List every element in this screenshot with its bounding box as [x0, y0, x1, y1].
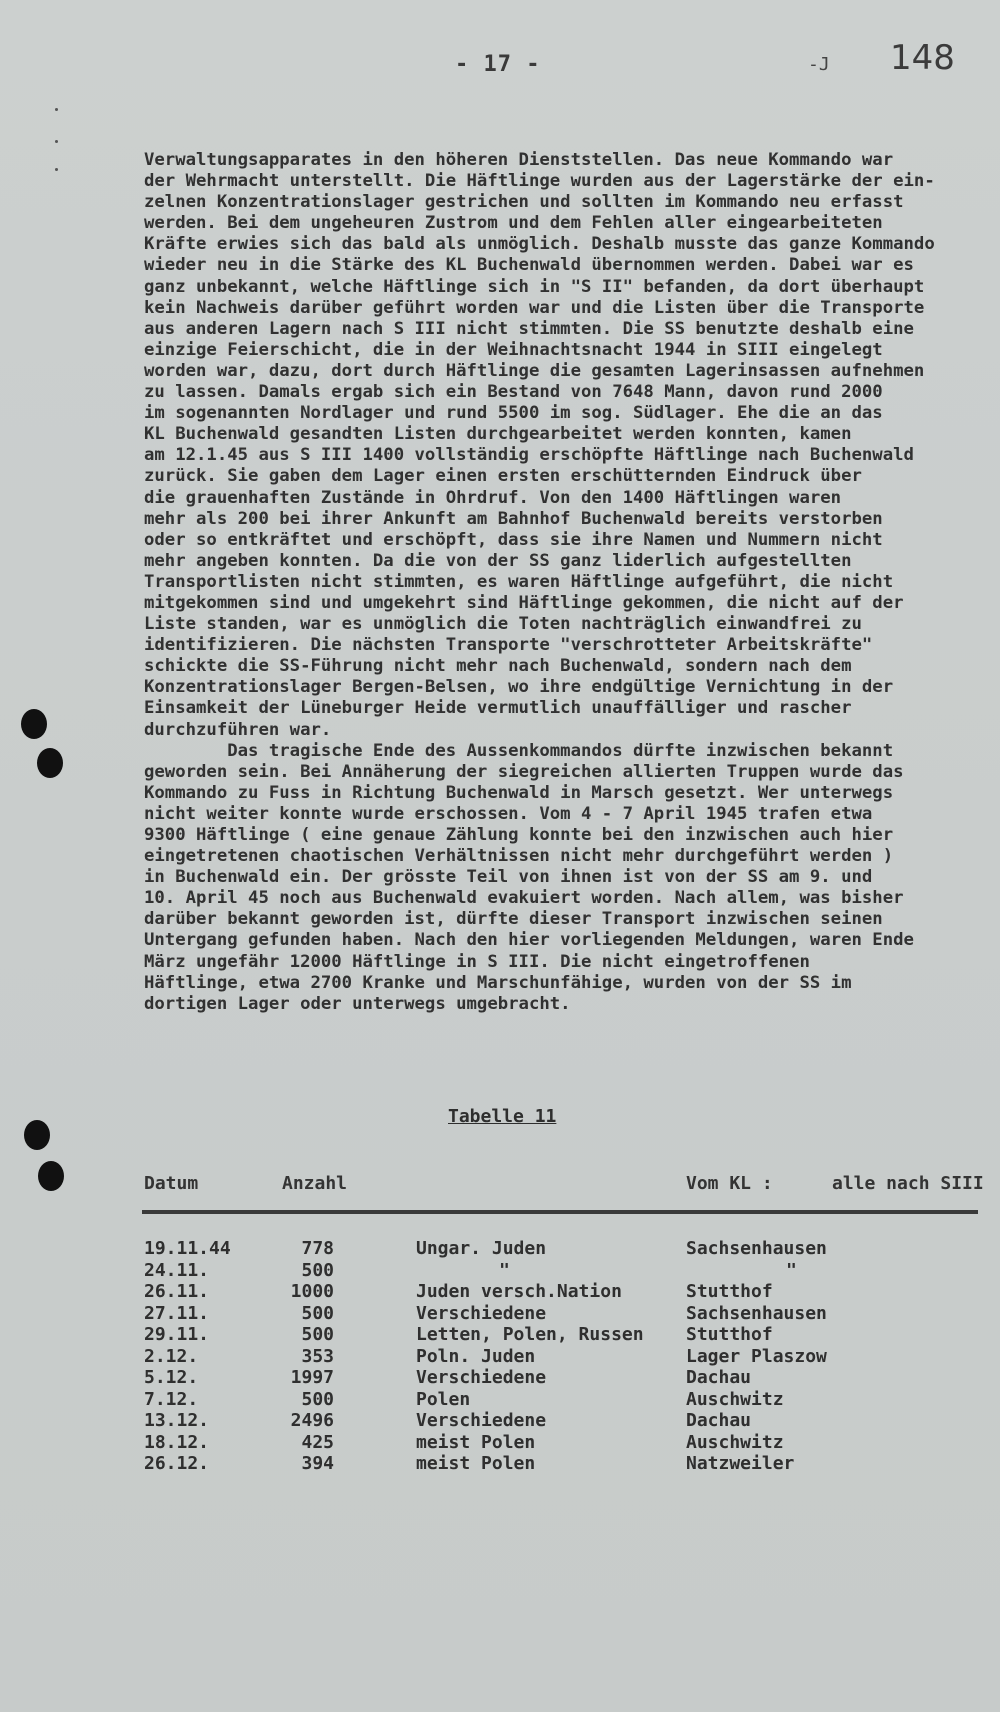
cell-count: 425 — [301, 1431, 334, 1453]
cell-count: 500 — [301, 1388, 334, 1410]
body-line: Kräfte erwies sich das bald als unmöglich. Deshalb musste das ganze Kommando — [144, 234, 935, 255]
body-line: geworden sein. Bei Annäherung der siegreichen allierten Truppen wurde das — [144, 761, 904, 782]
margin-mark — [55, 140, 58, 143]
table-title: Tabelle 11 — [448, 1106, 557, 1127]
table-row — [144, 1281, 984, 1303]
cell-group: Ungar. Juden — [416, 1238, 547, 1259]
column-header-destination: alle nach SIII — [832, 1173, 984, 1194]
cell-count: 1000 — [290, 1281, 334, 1302]
table-row — [144, 1303, 984, 1325]
body-line: am 12.1.45 aus S III 1400 vollständig erschöpfte Häftlinge nach Buchenwald — [144, 445, 914, 466]
margin-mark — [55, 108, 58, 111]
punch-hole-icon — [24, 1120, 50, 1150]
body-line: werden. Bei dem ungeheuren Zustrom und dem Fehlen aller eingearbeiteten — [144, 213, 883, 234]
body-line: Einsamkeit der Lüneburger Heide vermutlich unauffälliger und rascher — [144, 698, 852, 719]
cell-date: 29.11. — [144, 1324, 210, 1345]
body-text — [144, 150, 974, 1015]
cell-date: 5.12. — [144, 1367, 199, 1388]
body-line: Untergang gefunden haben. Nach den hier vorliegenden Meldungen, waren Ende — [144, 930, 914, 951]
cell-camp: Dachau — [686, 1410, 752, 1431]
table-row — [144, 1389, 984, 1411]
body-line: eingetretenen chaotischen Verhältnissen nicht mehr durchgeführt werden ) — [144, 846, 894, 867]
cell-date: 18.12. — [144, 1431, 210, 1453]
body-line: darüber bekannt geworden ist, dürfte dieser Transport inzwischen seinen — [144, 909, 883, 930]
cell-date: 26.12. — [144, 1453, 210, 1474]
body-line: oder so entkräftet und erschöpft, dass sie ihre Namen und Nummern nicht — [144, 529, 883, 550]
punch-hole-icon — [21, 709, 47, 739]
body-line: mehr als 200 bei ihrer Ankunft am Bahnhof Buchenwald bereits verstorben — [144, 508, 883, 529]
cell-group: Verschiedene — [416, 1367, 547, 1388]
body-line: einzige Feierschicht, die in der Weihnachtsnacht 1944 in SIII eingelegt — [144, 339, 883, 360]
table-row — [144, 1367, 984, 1389]
cell-group: Poln. Juden — [416, 1345, 536, 1367]
body-line: Liste standen, war es unmöglich die Toten nachträglich einwandfrei zu — [144, 614, 862, 635]
table-row — [144, 1432, 984, 1454]
body-line: zurück. Sie gaben dem Lager einen ersten erschütternden Eindruck über — [144, 466, 862, 487]
body-line: Kommando zu Fuss in Richtung Buchenwald in Marsch gesetzt. Wer unterwegs — [144, 782, 894, 803]
cell-camp: Stutthof — [686, 1324, 773, 1345]
cell-camp: Auschwitz — [686, 1388, 784, 1410]
cell-camp: " — [786, 1259, 797, 1281]
cell-count: 500 — [301, 1259, 334, 1281]
body-line: Das tragische Ende des Aussenkommandos dürfte inzwischen bekannt — [144, 740, 894, 761]
cell-group: Polen — [416, 1388, 471, 1410]
body-line: schickte die SS-Führung nicht mehr nach Buchenwald, sondern nach dem — [144, 656, 852, 677]
cell-count: 2496 — [290, 1410, 334, 1431]
column-header-count: Anzahl — [282, 1173, 348, 1194]
table-row — [144, 1346, 984, 1368]
body-line: worden war, dazu, dort durch Häftlinge die gesamten Lagerinsassen aufnehmen — [144, 360, 925, 381]
cell-date: 7.12. — [144, 1388, 199, 1410]
body-line: identifizieren. Die nächsten Transporte "verschrotteter Arbeitskräfte" — [144, 635, 873, 656]
cell-count: 500 — [301, 1302, 334, 1324]
folio-number: 148 — [890, 38, 955, 78]
body-line: 9300 Häftlinge ( eine genaue Zählung konnte bei den inzwischen auch hier — [144, 825, 894, 845]
cell-count: 394 — [301, 1453, 334, 1474]
cell-date: 24.11. — [144, 1259, 210, 1281]
cell-date: 2.12. — [144, 1345, 199, 1367]
cell-date: 26.11. — [144, 1281, 210, 1302]
cell-camp: Auschwitz — [686, 1431, 784, 1453]
cell-count: 1997 — [290, 1367, 334, 1388]
body-line: Transportlisten nicht stimmten, es waren Häftlinge aufgeführt, die nicht — [144, 571, 894, 592]
body-line: mitgekommen sind und umgekehrt sind Häftlinge gekommen, die nicht auf der — [144, 592, 904, 613]
body-line: nicht weiter konnte wurde erschossen. Vom 4 - 7 April 1945 trafen etwa — [144, 803, 873, 824]
cell-count: 778 — [301, 1238, 334, 1259]
cell-group: " — [499, 1259, 510, 1281]
body-line: Konzentrationslager Bergen-Belsen, wo ihre endgültige Vernichtung in der — [144, 677, 894, 698]
body-line: ganz unbekannt, welche Häftlinge sich in "S II" befanden, da dort überhaupt — [144, 276, 925, 297]
column-header-date: Datum — [144, 1173, 199, 1194]
body-line: dortigen Lager oder unterwegs umgebracht. — [144, 993, 571, 1014]
cell-group: Verschiedene — [416, 1410, 547, 1431]
table-row — [144, 1238, 984, 1260]
punch-hole-icon — [37, 748, 63, 778]
cell-group: meist Polen — [416, 1431, 536, 1453]
punch-hole-icon — [38, 1161, 64, 1191]
cell-count: 500 — [301, 1324, 334, 1345]
transport-table — [144, 1238, 984, 1475]
table-row — [144, 1260, 984, 1282]
table-divider — [142, 1210, 978, 1214]
cell-date: 19.11.44 — [144, 1238, 231, 1259]
cell-date: 27.11. — [144, 1302, 210, 1324]
body-line: wieder neu in die Stärke des KL Buchenwald übernommen werden. Dabei war es — [144, 255, 914, 276]
cell-group: meist Polen — [416, 1453, 536, 1474]
cell-camp: Sachsenhausen — [686, 1302, 827, 1324]
body-line: durchzuführen war. — [144, 719, 332, 740]
cell-group: Letten, Polen, Russen — [416, 1324, 644, 1345]
body-line: der Wehrmacht unterstellt. Die Häftlinge wurden aus der Lagerstärke der ein- — [144, 171, 935, 192]
body-line: KL Buchenwald gesandten Listen durchgearbeitet werden konnten, kamen — [144, 424, 852, 445]
cell-camp: Lager Plaszow — [686, 1345, 827, 1367]
cell-camp: Natzweiler — [686, 1453, 795, 1474]
cell-count: 353 — [301, 1345, 334, 1367]
body-line: die grauenhaften Zustände in Ohrdruf. Von den 1400 Häftlingen waren — [144, 487, 842, 508]
body-line: mehr angeben konnten. Da die von der SS ganz liderlich aufgestellten — [144, 550, 852, 571]
column-header-from-camp: Vom KL : — [686, 1173, 773, 1194]
body-line: Häftlinge, etwa 2700 Kranke und Marschunfähige, wurden von der SS im — [144, 972, 852, 993]
margin-mark — [55, 168, 58, 171]
cell-camp: Dachau — [686, 1367, 752, 1388]
table-row — [144, 1324, 984, 1346]
table-row — [144, 1410, 984, 1432]
table-row — [144, 1453, 984, 1475]
archive-mark: -J — [808, 54, 830, 75]
cell-group: Juden versch.Nation — [416, 1281, 622, 1302]
cell-camp: Stutthof — [686, 1281, 773, 1302]
body-line: im sogenannten Nordlager und rund 5500 im sog. Südlager. Ehe die an das — [144, 403, 883, 424]
body-line: Verwaltungsapparates in den höheren Dienststellen. Das neue Kommando war — [144, 150, 894, 170]
body-line: in Buchenwald ein. Der grösste Teil von ihnen ist von der SS am 9. und — [144, 867, 873, 888]
body-line: März ungefähr 12000 Häftlinge in S III. Die nicht eingetroffenen — [144, 951, 810, 972]
body-line: kein Nachweis darüber geführt worden war und die Listen über die Transporte — [144, 297, 925, 318]
body-line: aus anderen Lagern nach S III nicht stimmten. Die SS benutzte deshalb eine — [144, 318, 914, 339]
body-line: zu lassen. Damals ergab sich ein Bestand von 7648 Mann, davon rund 2000 — [144, 382, 883, 403]
cell-date: 13.12. — [144, 1410, 210, 1431]
body-line: zelnen Konzentrationslager gestrichen und sollten im Kommando neu erfasst — [144, 192, 904, 213]
cell-group: Verschiedene — [416, 1302, 547, 1324]
page-number: - 17 - — [455, 52, 541, 77]
cell-camp: Sachsenhausen — [686, 1238, 827, 1259]
body-line: 10. April 45 noch aus Buchenwald evakuiert worden. Nach allem, was bisher — [144, 888, 904, 909]
